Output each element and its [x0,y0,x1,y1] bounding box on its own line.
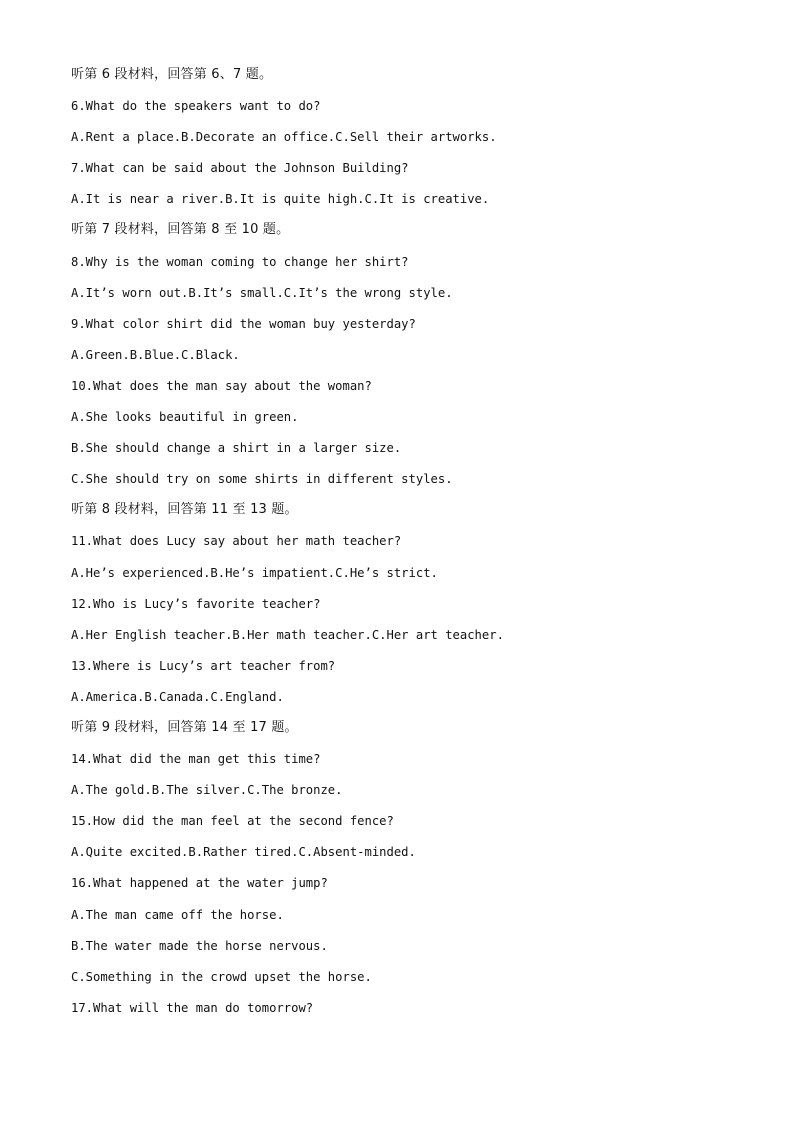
option-16-a: A.The man came off the horse. [71,907,284,922]
options-11: A.He’s experienced.B.He’s impatient.C.He’s strict. [71,565,438,580]
options-6: A.Rent a place.B.Decorate an office.C.Sell their artworks. [71,130,497,145]
option-10-c: C.She should try on some shirts in different styles. [71,472,453,487]
option-10-a: A.She looks beautiful in green. [71,410,299,425]
option-16-b: B.The water made the horse nervous. [71,938,328,953]
question-14: 14.What did the man get this time? [71,752,321,767]
question-6: 6.What do the speakers want to do? [71,99,321,114]
question-13: 13.Where is Lucy’s art teacher from? [71,658,336,673]
section-heading-6: 听第 6 段材料，回答第 6、7 题。 [71,67,273,82]
options-9: A.Green.B.Blue.C.Black. [71,347,240,362]
question-16: 16.What happened at the water jump? [71,876,328,891]
question-10: 10.What does the man say about the woman? [71,378,372,393]
question-7: 7.What can be said about the Johnson Building? [71,161,409,176]
section-heading-8: 听第 8 段材料，回答第 11 至 13 题。 [71,502,298,518]
options-14: A.The gold.B.The silver.C.The bronze. [71,783,343,798]
options-15: A.Quite excited.B.Rather tired.C.Absent-minded. [71,845,416,860]
question-12: 12.Who is Lucy’s favorite teacher? [71,596,321,611]
options-13: A.America.B.Canada.C.England. [71,689,284,704]
question-9: 9.What color shirt did the woman buy yesterday? [71,316,416,331]
question-11: 11.What does Lucy say about her math teacher? [71,534,402,549]
document-text-block [71,64,761,1028]
section-heading-7: 听第 7 段材料，回答第 8 至 10 题。 [71,222,290,238]
question-8: 8.Why is the woman coming to change her shirt? [71,254,409,269]
question-15: 15.How did the man feel at the second fence? [71,814,394,829]
question-17: 17.What will the man do tomorrow? [71,1000,314,1015]
options-12: A.Her English teacher.B.Her math teacher.C.Her art teacher. [71,627,504,642]
section-heading-9: 听第 9 段材料，回答第 14 至 17 题。 [71,719,298,735]
options-7: A.It is near a river.B.It is quite high.C.It is creative. [71,192,490,207]
option-10-b: B.She should change a shirt in a larger size. [71,441,402,456]
options-8: A.It’s worn out.B.It’s small.C.It’s the wrong style. [71,285,453,300]
option-16-c: C.Something in the crowd upset the horse. [71,969,372,984]
